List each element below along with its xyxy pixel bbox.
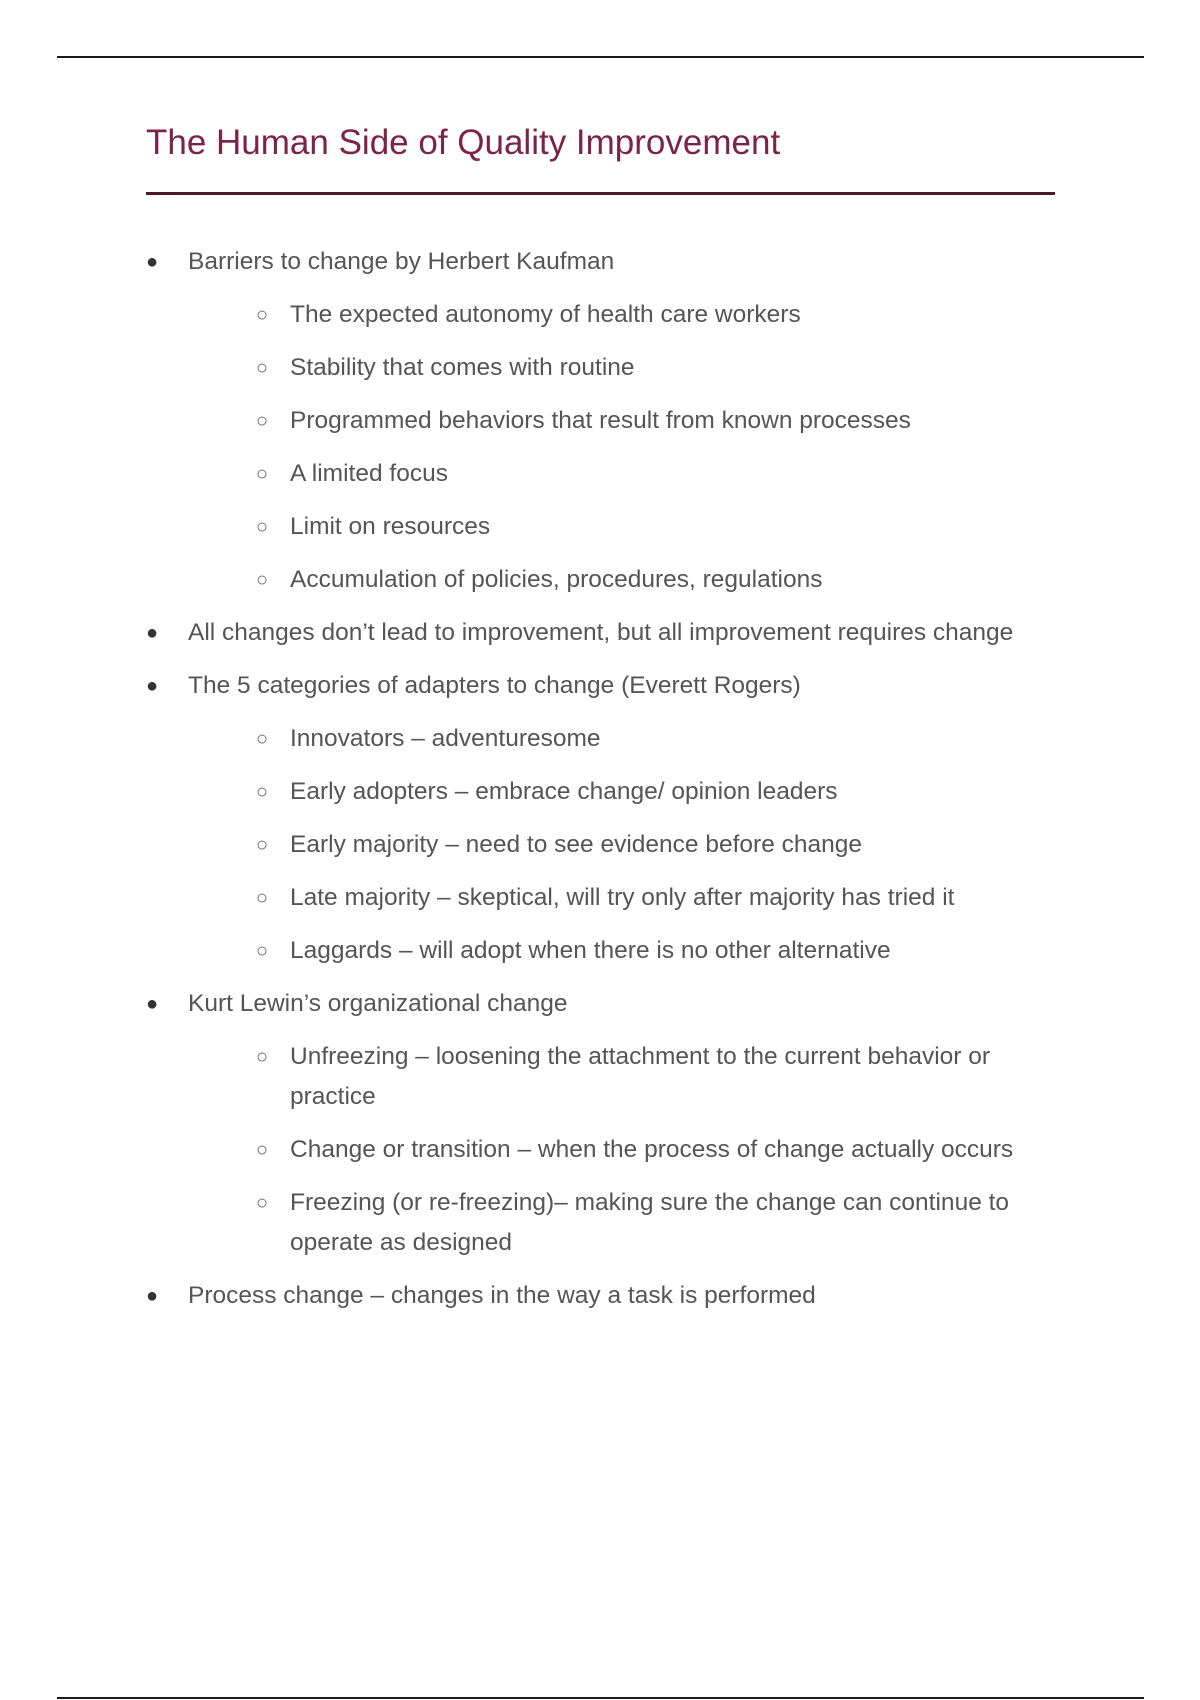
list-item [146,984,1058,1024]
circle-bullet-icon: ○ [256,940,269,962]
sub-list-item [146,772,1058,812]
sub-list-item [146,719,1058,759]
sub-list-item [146,454,1058,494]
circle-bullet-icon: ○ [256,887,269,909]
page-title: The Human Side of Quality Improvement [146,123,781,162]
sub-list-item-text: Laggards – will adopt when there is no other alternative [290,937,891,964]
sub-list-item-text: Accumulation of policies, procedures, regulations [290,566,823,593]
bullet-icon: ● [146,675,159,697]
sub-list-item-text: Early majority – need to see evidence before change [290,831,863,858]
sub-list-item-text: Freezing (or re-freezing)– making sure the change can continue to operate as designed [290,1189,1010,1256]
bullet-list [146,242,1058,1329]
sub-list-item-text: The expected autonomy of health care workers [290,301,801,328]
sub-list-item-text: Late majority – skeptical, will try only after majority has tried it [290,884,955,911]
title-underline [146,192,1055,195]
circle-bullet-icon: ○ [256,357,269,379]
circle-bullet-icon: ○ [256,463,269,485]
sub-list-item [146,1037,1058,1117]
list-item [146,666,1058,706]
sub-list-item [146,401,1058,441]
sub-list-item-text: Unfreezing – loosening the attachment to the current behavior or practice [290,1043,991,1110]
circle-bullet-icon: ○ [256,304,269,326]
list-item-text: The 5 categories of adapters to change (Everett Rogers) [188,672,801,699]
sub-list-item [146,295,1058,335]
bullet-icon: ● [146,1285,159,1307]
circle-bullet-icon: ○ [256,1192,269,1214]
document-page [146,122,1058,1309]
list-item [146,242,1058,282]
sub-list-item-text: Limit on resources [290,513,491,540]
sub-list-item-text: Change or transition – when the process of change actually occurs [290,1136,1014,1163]
circle-bullet-icon: ○ [256,728,269,750]
list-item-text: Kurt Lewin’s organizational change [188,990,568,1017]
sub-list-item [146,1130,1058,1170]
list-item-text: Barriers to change by Herbert Kaufman [188,248,615,275]
circle-bullet-icon: ○ [256,410,269,432]
header-rule [57,56,1144,58]
sub-list-item [146,507,1058,547]
sub-list-item [146,825,1058,865]
sub-list-item-text: Early adopters – embrace change/ opinion leaders [290,778,838,805]
sub-list-item [146,1183,1058,1263]
circle-bullet-icon: ○ [256,834,269,856]
bullet-icon: ● [146,622,159,644]
sub-list-item [146,348,1058,388]
list-item-text: All changes don’t lead to improvement, but all improvement requires change [188,619,1014,646]
sub-list-item-text: Innovators – adventuresome [290,725,601,752]
sub-list-item [146,931,1058,971]
circle-bullet-icon: ○ [256,569,269,591]
list-item [146,613,1058,653]
sub-list-item-text: Stability that comes with routine [290,354,635,381]
bullet-icon: ● [146,993,159,1015]
list-item-text: Process change – changes in the way a task is performed [188,1282,816,1309]
bullet-icon: ● [146,251,159,273]
sub-list-item [146,560,1058,600]
footer-rule [57,1697,1144,1699]
circle-bullet-icon: ○ [256,1139,269,1161]
circle-bullet-icon: ○ [256,781,269,803]
circle-bullet-icon: ○ [256,516,269,538]
sub-list-item [146,878,1058,918]
sub-list-item-text: Programmed behaviors that result from known processes [290,407,911,434]
list-item [146,1276,1058,1316]
sub-list-item-text: A limited focus [290,460,448,487]
circle-bullet-icon: ○ [256,1046,269,1068]
